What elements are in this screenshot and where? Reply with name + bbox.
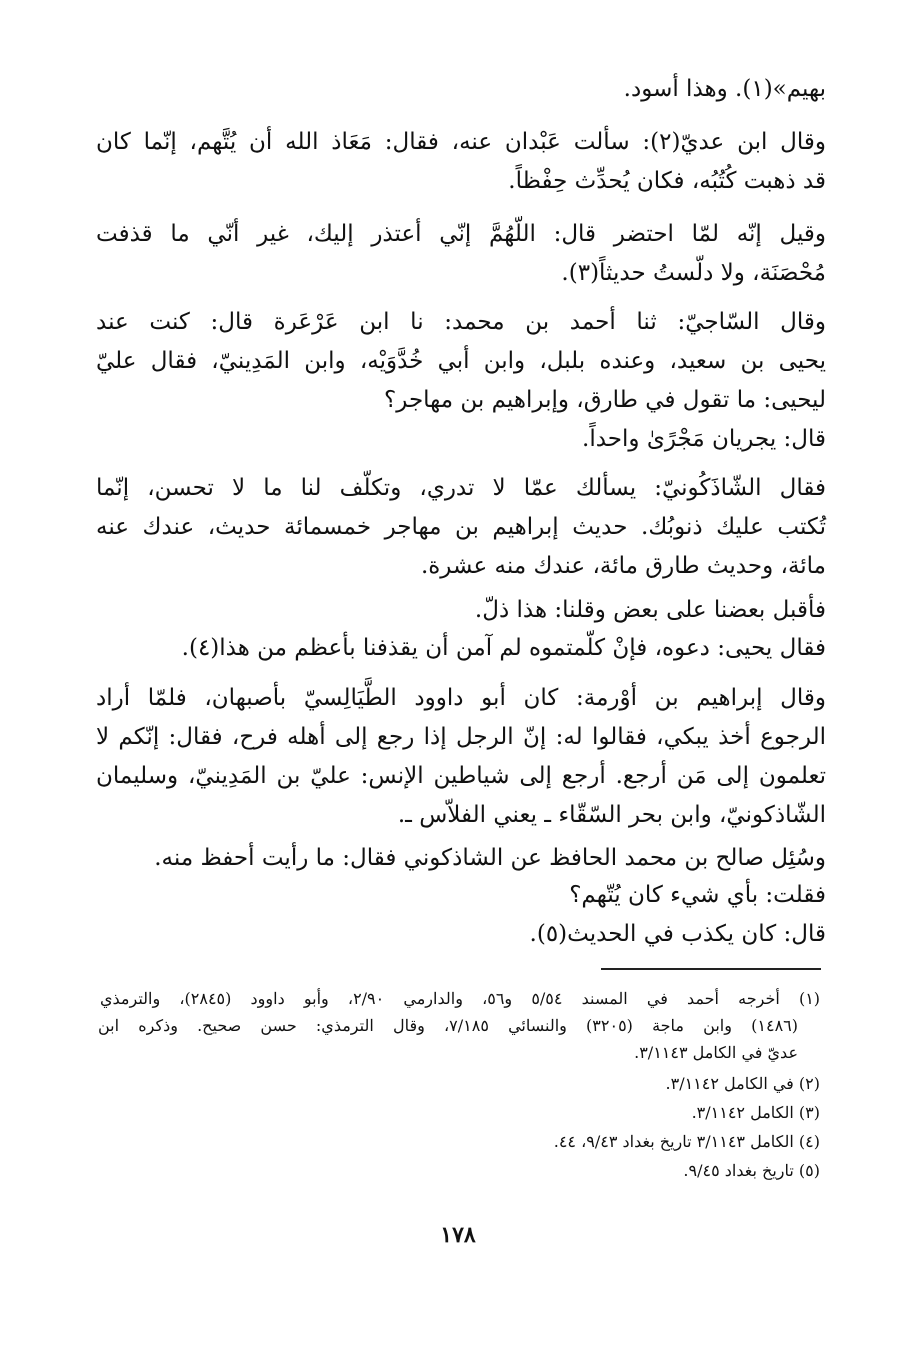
text-line: مائة، وحديث طارق مائة، عندك منه عشرة. <box>420 553 826 579</box>
text-line: فقلت: بأي شيء كان يُتّهم؟ <box>569 882 826 908</box>
footnote-line: (١) أخرجه أحمد في المسند ٥/٥٤ و٥٦، والدارمي ٢/٩٠، وأبو داوود (٢٨٤٥)، والترمذي <box>100 989 821 1008</box>
text-line: مُحْصَنَة، ولا دلّستُ حديثاً(٣). <box>561 260 826 286</box>
text-line: فأقبل بعضنا على بعض وقلنا: هذا ذلّ. <box>474 597 826 623</box>
text-line: قال: يجريان مَجْرًىٰ واحداً. <box>582 426 826 452</box>
text-line: الرجوع أخذ يبكي، فقالوا له: إنّ الرجل إذا رجع إلى أهله فرح، فقال: إنّكم لا <box>96 724 826 750</box>
text-line: يحيى بن سعيد، وعنده بلبل، وابن أبي خُدَّوَيْه، وابن المَدِينيّ، فقال عليّ <box>96 348 826 374</box>
text-line: وقال إبراهيم بن أوْرمة: كان أبو داوود الطَّيَالِسيّ بأصبهان، فلمّا أراد <box>96 685 826 711</box>
page-number: ١٧٨ <box>440 1222 476 1248</box>
text-line: وقال ابن عديّ(٢): سألت عَبْدان عنه، فقال: مَعَاذ الله أن يُتَّهم، إنّما كان <box>96 129 826 155</box>
text-line: تُكتب عليك ذنوبُك. حديث إبراهيم بن مهاجر خمسمائة حديث، عندك عنه <box>96 514 826 540</box>
footnote-line: (٢) في الكامل ٣/١١٤٢. <box>665 1074 820 1093</box>
text-line: فقال الشّاذَكُونيّ: يسألك عمّا لا تدري، وتكلّف لنا ما لا تحسن، إنّما <box>96 475 826 501</box>
footnote-divider <box>601 968 821 970</box>
footnote-line: عديّ في الكامل ٣/١١٤٣. <box>634 1043 798 1062</box>
footnote-line: (٤) الكامل ٣/١١٤٣ تاريخ بغداد ٩/٤٣، ٤٤. <box>553 1132 820 1151</box>
text-line: قد ذهبت كُتُبُه، فكان يُحدِّث حِفْظاً. <box>508 168 826 194</box>
footnote-line: (٥) تاريخ بغداد ٩/٤٥. <box>683 1161 820 1180</box>
text-line: فقال يحيى: دعوه، فإنْ كلّمتموه لم آمن أن يقذفنا بأعظم من هذا(٤). <box>181 635 826 661</box>
text-line: الشّاذكونيّ، وابن بحر السّقّاء ـ يعني الفلاّس ـ. <box>397 802 826 828</box>
text-line: وقيل إنّه لمّا احتضر قال: اللّهُمَّ إنّي أعتذر إليك، غير أنّي ما قذفت <box>96 221 826 247</box>
text-line: تعلمون إلى مَن أرجع. أرجع إلى شياطين الإنس: عليّ بن المَدِينيّ، وسليمان <box>96 763 826 789</box>
text-line: بهيم»(١). وهذا أسود. <box>623 76 826 102</box>
text-line: وقال السّاجيّ: ثنا أحمد بن محمد: نا ابن عَرْعَرة قال: كنت عند <box>96 309 826 335</box>
footnote-line: (١٤٨٦) وابن ماجة (٣٢٠٥) والنسائي ٧/١٨٥، وقال الترمذي: حسن صحيح. وذكره ابن <box>98 1016 798 1035</box>
text-line: وسُئِل صالح بن محمد الحافظ عن الشاذكوني فقال: ما رأيت أحفظ منه. <box>154 845 826 871</box>
footnote-line: (٣) الكامل ٣/١١٤٢. <box>691 1103 820 1122</box>
text-line: قال: كان يكذب في الحديث(٥). <box>529 921 826 947</box>
text-line: ليحيى: ما تقول في طارق، وإبراهيم بن مهاجر؟ <box>384 387 826 413</box>
